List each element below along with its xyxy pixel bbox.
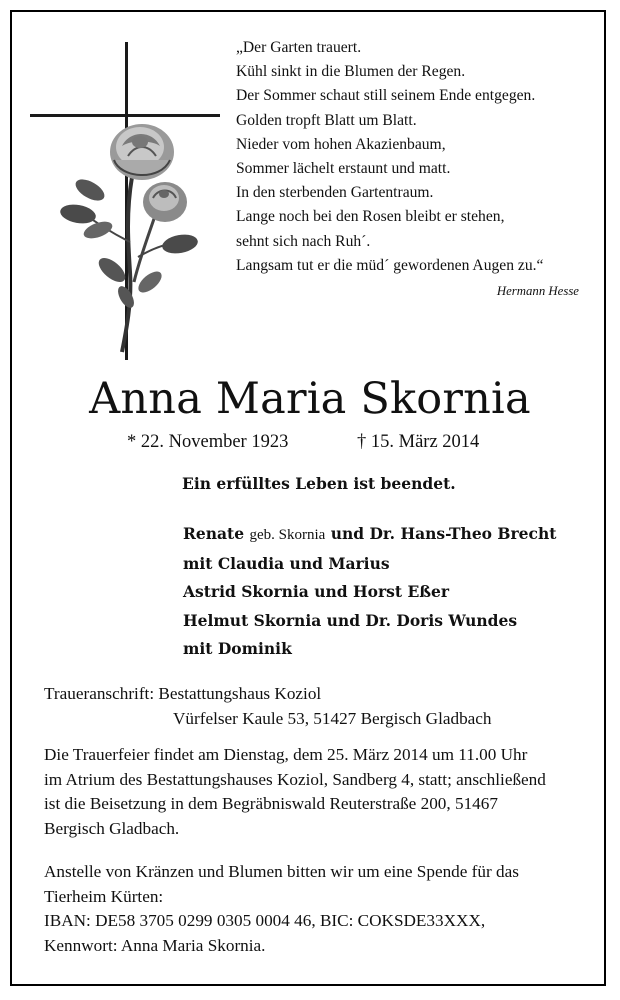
mourning-address bbox=[44, 682, 584, 731]
poem-line: In den sterbenden Gartentraum. bbox=[236, 184, 434, 202]
ceremony-line: im Atrium des Bestattungshauses Koziol, Sandberg 4, statt; anschließend bbox=[44, 769, 546, 789]
family-row: Astrid Skornia und Horst Eßer bbox=[183, 582, 450, 601]
family-list bbox=[183, 520, 556, 664]
donation-line: Kennwort: Anna Maria Skornia. bbox=[44, 935, 266, 955]
poem-line: Nieder vom hohen Akazienbaum, bbox=[236, 135, 446, 153]
cross-with-rose-icon bbox=[30, 42, 220, 360]
family-row: mit Dominik bbox=[183, 639, 292, 658]
ceremony-line: Bergisch Gladbach. bbox=[44, 818, 180, 838]
family-row: Helmut Skornia und Dr. Doris Wundes bbox=[183, 610, 518, 630]
address-line: Traueranschrift: Bestattungshaus Koziol bbox=[44, 684, 322, 703]
donation-line: Tierheim Kürten: bbox=[44, 886, 164, 906]
donation-line: Anstelle von Kränzen und Blumen bitten wir um eine Spende für das bbox=[44, 862, 519, 881]
poem-line: Kühl sinkt in die Blumen der Regen. bbox=[236, 63, 466, 81]
poem-line: Sommer lächelt erstaunt und matt. bbox=[236, 160, 451, 178]
address-line: Vürfelser Kaule 53, 51427 Bergisch Gladbach bbox=[173, 708, 492, 728]
poem bbox=[236, 36, 581, 300]
family-name: Renate bbox=[183, 524, 245, 543]
family-row: mit Claudia und Marius bbox=[183, 553, 390, 573]
donation-info bbox=[44, 860, 584, 958]
family-row bbox=[183, 520, 556, 550]
poem-line: Langsam tut er die müd´ gewordenen Augen zu.“ bbox=[236, 256, 544, 274]
death-date: † 15. März 2014 bbox=[357, 432, 480, 452]
ceremony-line: ist die Beisetzung in dem Begräbniswald Reuterstraße 200, 51467 bbox=[44, 794, 498, 814]
family-nee: geb. Skornia bbox=[249, 527, 326, 543]
poem-line: Lange noch bei den Rosen bleibt er stehen, bbox=[236, 208, 505, 226]
poem-line: Der Sommer schaut still seinem Ende entgegen. bbox=[236, 87, 536, 105]
ceremony-line: Die Trauerfeier findet am Dienstag, dem 25. März 2014 um 11.00 Uhr bbox=[44, 745, 528, 764]
birth-date: * 22. November 1923 bbox=[127, 432, 289, 452]
deceased-name: Anna Maria Skornia bbox=[89, 374, 531, 424]
poem-line: „Der Garten trauert. bbox=[236, 39, 362, 56]
poem-line: sehnt sich nach Ruh´. bbox=[236, 232, 371, 250]
donation-line: IBAN: DE58 3705 0299 0305 0004 46, BIC: COKSDE33XXX, bbox=[44, 911, 486, 931]
poem-author: Hermann Hesse bbox=[496, 284, 579, 299]
ceremony-info bbox=[44, 743, 584, 841]
poem-line: Golden tropft Blatt um Blatt. bbox=[236, 111, 417, 129]
motto: Ein erfülltes Leben ist beendet. bbox=[182, 474, 456, 493]
family-name: und Dr. Hans-Theo Brecht bbox=[330, 524, 557, 543]
